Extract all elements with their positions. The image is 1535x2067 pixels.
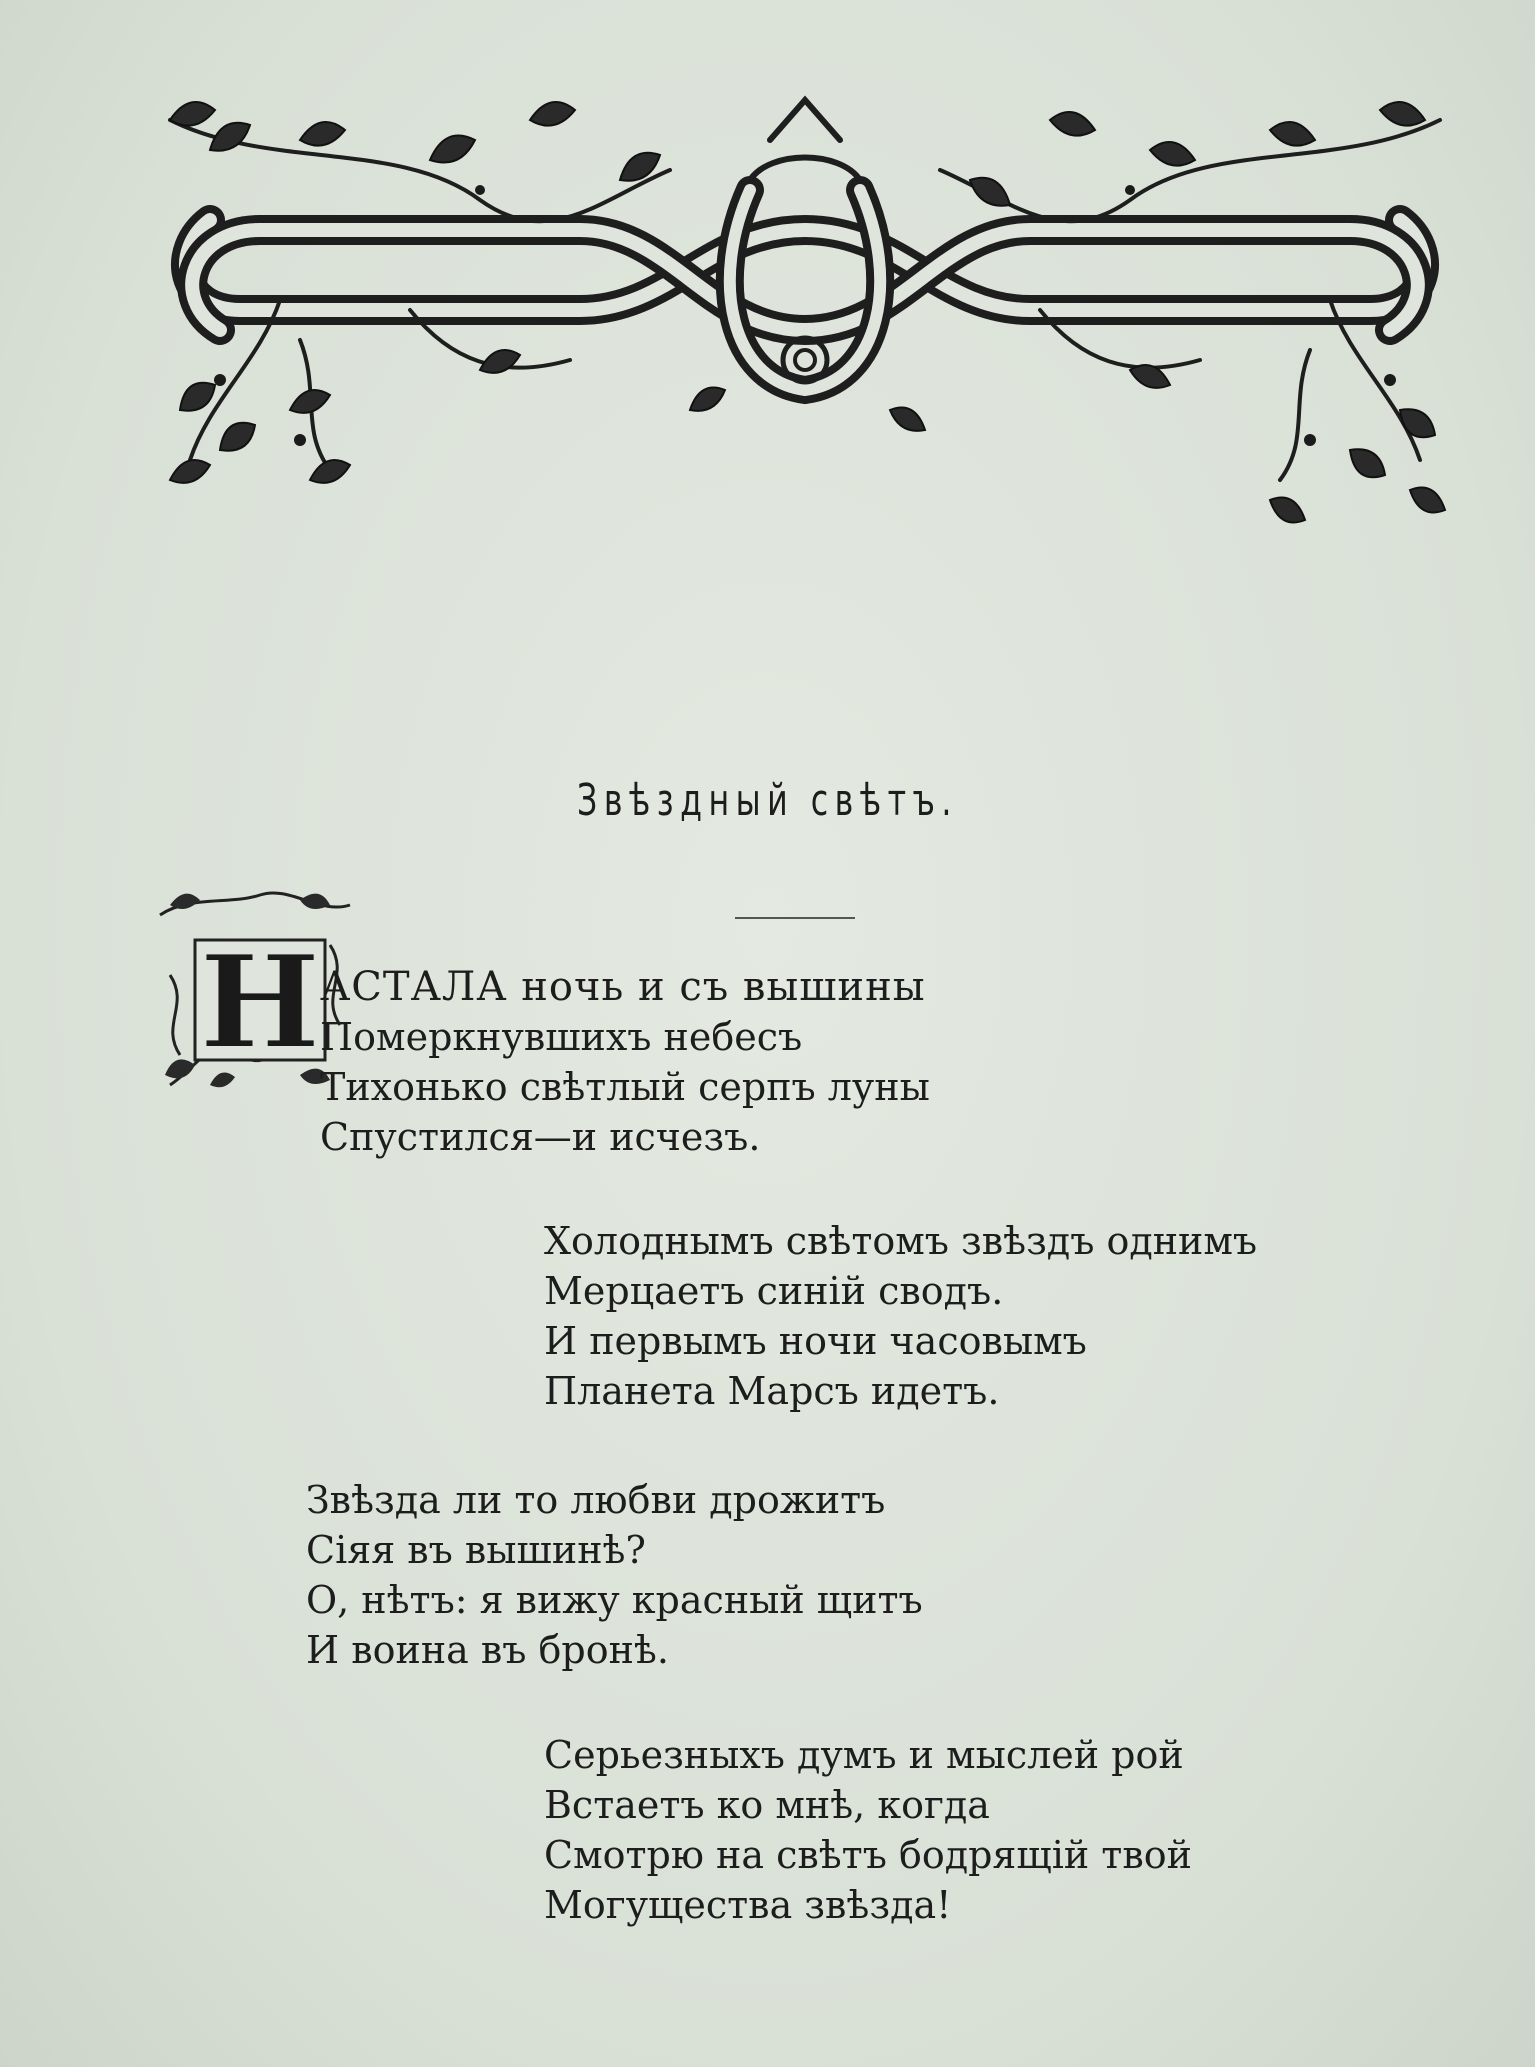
stanza-1 <box>320 962 930 1162</box>
poem-line: Мерцаетъ синій сводъ. <box>544 1269 1004 1313</box>
poem-line: Холоднымъ свѣтомъ звѣздъ однимъ <box>544 1219 1258 1263</box>
poem-line: АСТАЛА ночь и съ вышины <box>320 964 926 1010</box>
poem-line: Сіяя въ вышинѣ? <box>306 1528 646 1572</box>
poem-line: Серьезныхъ думъ и мыслей рой <box>544 1733 1184 1777</box>
initial-letter: Н <box>199 928 321 1078</box>
poem-line: И первымъ ночи часовымъ <box>544 1319 1087 1363</box>
stanza-3 <box>306 1475 923 1675</box>
poem-line: Смотрю на свѣтъ бодрящій твой <box>544 1833 1192 1877</box>
ornamental-headpiece <box>150 80 1460 560</box>
stanza-4 <box>544 1730 1192 1930</box>
poem-title: Звѣздный свѣтъ. <box>577 775 958 826</box>
stanza-2 <box>544 1216 1257 1416</box>
poem-line: Померкнувшихъ небесъ <box>320 1015 803 1059</box>
poem-line: Спустился—и исчезъ. <box>320 1115 761 1159</box>
poem-line: О, нѣтъ: я вижу красный щитъ <box>306 1578 923 1622</box>
poem-line: Планета Марсъ идетъ. <box>544 1369 1000 1413</box>
poem-line: Могущества звѣзда! <box>544 1883 952 1927</box>
poem-line: Звѣзда ли то любви дрожитъ <box>306 1478 886 1522</box>
poem-line: Тихонько свѣтлый серпъ луны <box>320 1065 930 1109</box>
poem-line: Встаетъ ко мнѣ, когда <box>544 1783 990 1827</box>
poem-line: И воина въ бронѣ. <box>306 1628 669 1672</box>
title-rule <box>735 917 855 919</box>
